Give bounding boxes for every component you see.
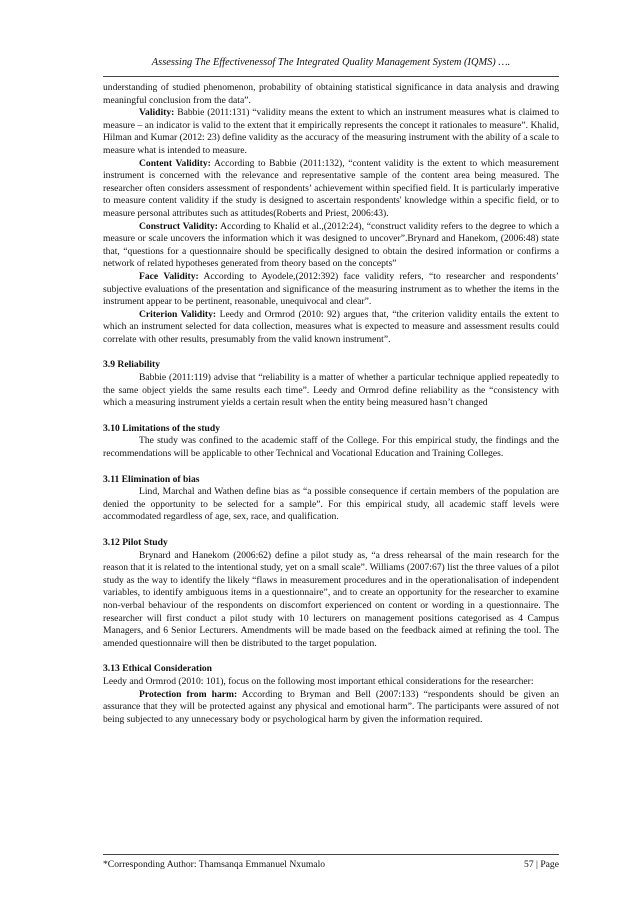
paragraph-validity: [103, 107, 559, 157]
paragraph-reliability: [103, 372, 559, 410]
footer-rule: [103, 854, 559, 855]
paragraph-text: Lind, Marchal and Wathen define bias as “a possible consequence if certain members of the population are denied the opportunity to be selected for a sample”. For this empirical study, all academic staff levels were accommodated regardless of age, sex, race, and qualification.: [103, 486, 559, 523]
section-heading-ethics: 3.13 Ethical Consideration: [103, 663, 213, 675]
term-face-validity: Face Validity:: [139, 270, 199, 282]
paragraph-protection-from-harm: [103, 689, 559, 727]
paragraph-text: Brynard and Hanekom (2006:62) define a pilot study as, “a dress rehearsal of the main research for the reason that it is related to the intentional study, yet on a small scale”. Williams (2007:67) list the three values of a pilot study as the way to identify the likely “flaws in measurement procedures and in the operationalisation of independent variables, to identify ambiguous items in a questionnaire”, and to create an opportunity for the researcher to examine non-verbal behaviour of the respondents on discomfort experienced on content or wording in a questionnaire. The researcher will first conduct a pilot study with 10 lecturers on management positions categorised as 4 Campus Managers, and 6 Senior Lecturers. Amendments will be made based on the feedback aimed at refining the tool. The amended questionnaire will then be distributed to the target population.: [103, 549, 559, 649]
term-criterion-validity: Criterion Validity:: [139, 308, 217, 320]
paragraph-limitations: [103, 435, 559, 460]
page-body: [103, 82, 559, 726]
term-protection-from-harm: Protection from harm:: [139, 688, 238, 700]
page-footer: [103, 859, 559, 871]
paragraph-construct-validity: [103, 221, 559, 271]
paragraph-text: According to Ayodele,(2012:392) face validity refers, “to researcher and respondents’ subjective evaluations of the presentation and significance of the measuring instrument as to whether the items in the instrument appear to be pertinent, reasonable, unequivocal and clear”.: [103, 270, 559, 308]
paragraph-ethics-intro: [103, 676, 559, 689]
running-title: Assessing The Effectivenessof The Integrated Quality Management System (IQMS) ….: [151, 57, 511, 68]
paragraph-pilot-study: [103, 550, 559, 651]
section-heading-bias: 3.11 Elimination of bias: [103, 473, 200, 485]
page-number: 57 | Page: [524, 859, 559, 870]
paragraph-text: Leedy and Ormrod (2010: 101), focus on the following most important ethical considerations for the researcher:: [103, 675, 534, 687]
term-content-validity: Content Validity:: [139, 157, 211, 169]
paragraph-continuation: [103, 82, 559, 107]
paragraph-text: understanding of studied phenomenon, probability of obtaining statistical significance in data analysis and drawing meaningful conclusion from the data”.: [103, 82, 559, 106]
term-construct-validity: Construct Validity:: [139, 220, 218, 232]
paragraph-text: According to Bryman and Bell (2007:133) “respondents should be given an assurance that they will be protected against any physical and emotional harm”. The participants were assured of not being subjected to any unnecessary body or psychological harm by given the information required.: [103, 688, 559, 725]
section-heading-pilot-study: 3.12 Pilot Study: [103, 537, 168, 548]
section-heading-limitations: 3.10 Limitations of the study: [103, 422, 220, 434]
paragraph-bias: [103, 486, 559, 524]
paragraph-text: Leedy and Ormrod (2010: 92) argues that, “the criterion validity entails the extent to which an instrument selected for data collection, measures what is expected to measure and assessment results could correlate with other results, presumably from the valid known instrument”.: [103, 308, 559, 345]
paragraph-text: Babbie (2011:119) advise that “reliability is a matter of whether a particular technique applied repeatedly to the same object yields the same results each time”. Leedy and Ormrod define reliability as the “consistency with which a measuring instrument yields a certain result when the entity being measured hasn’t changed: [103, 372, 559, 409]
paragraph-text: Babbie (2011:131) “validity means the extent to which an instrument measures what is claimed to measure – an indicator is valid to the extent that it empirically represents the concept it rationales to measure”. Khalid, Hilman and Kumar (2012: 23) define validity as the accuracy of the measuring instrument with the ability of a scale to measure what is intended to measure.: [103, 107, 559, 156]
header-rule: [103, 76, 559, 77]
paragraph-text: According to Khalid et al.,(2012:24), “construct validity refers to the degree to which a measure or scale uncovers the information which it was designed to uncover”.Brynard and Hanekom, (2006:48) state that, “questions for a questionnaire should be specifically designed to obtain the desired information or confirms a network of related hypotheses generated from theory based on the concepts”: [103, 220, 559, 270]
running-header: [103, 56, 559, 69]
paragraph-face-validity: [103, 271, 559, 309]
paragraph-text: According to Babbie (2011:132), “content validity is the extent to which measurement instrument is concerned with the relevance and representative sample of the content area being measured. The researcher often considers assessment of respondents’ achievement within specified field. It is particularly imperative to measure content validity if the study is designed to ascertain respondents' knowledge within a specific field, or to measure personal attributes such as attitudes(Roberts and Priest, 2006:43).: [103, 157, 559, 219]
paragraph-content-validity: [103, 158, 559, 221]
corresponding-author: *Corresponding Author: Thamsanqa Emmanuel Nxumalo: [103, 859, 326, 870]
term-validity: Validity:: [139, 107, 175, 119]
section-heading-reliability: 3.9 Reliability: [103, 359, 161, 371]
paragraph-criterion-validity: [103, 309, 559, 347]
paragraph-text: The study was confined to the academic staff of the College. For this empirical study, the findings and the recommendations will be applicable to other Technical and Vocational Education and Training Colleges.: [103, 435, 559, 460]
